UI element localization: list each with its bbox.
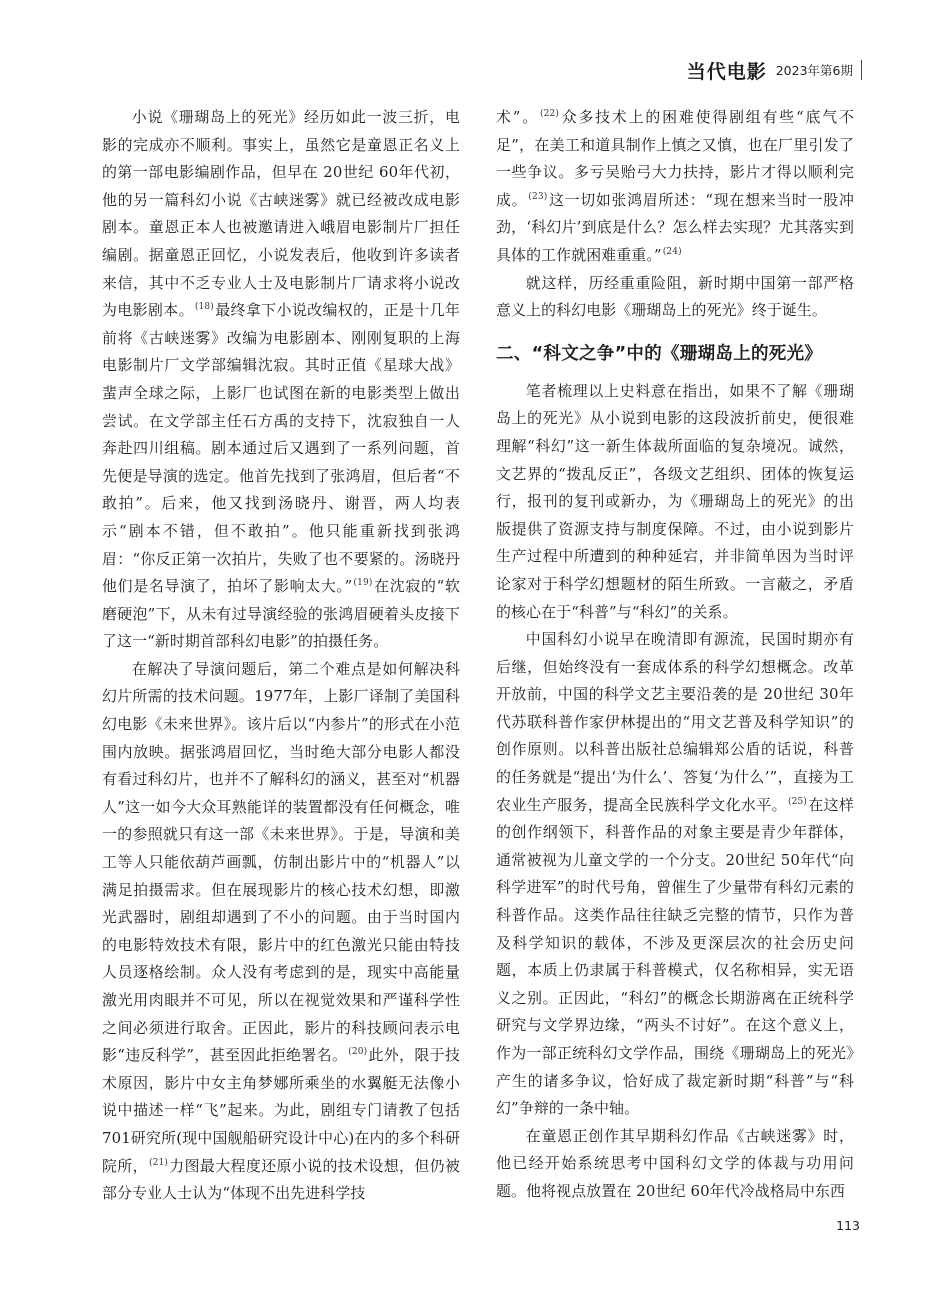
journal-name: 当代电影 — [686, 60, 767, 83]
paragraph: 在童恩正创作其早期科幻作品《古峡迷雾》时，他已经开始系统思考中国科幻文学的体裁与功用问题。他将视点放置在 20世纪 60年代冷战格局中东西 — [496, 1126, 854, 1200]
issue-label: 2023年第6期 — [775, 63, 853, 78]
right-column — [496, 104, 854, 1206]
section-heading: 二、“科文之争”中的《珊瑚岛上的死光》 — [496, 343, 823, 364]
paragraph-text: 最终拿下小说改编权的，正是十几年前将《古峡迷雾》改编为电影剧本、刚刚复职的上海电影制片厂文学部编辑沈寂。其时正值《星球大战》蜚声全球之际，上影厂也试图在新的电影类型上做出尝试。在文学部主任石方禹的支持下，沈寂独自一人奔赴四川组稿。剧本通过后又遇到了一系列问题，首先便是导演的选定。他首先找到了张鸿眉，但后者“不敢拍”。后来，他又找到汤晓丹、谢晋，两人均表示“剧本不错，但不敢拍”。他只能重新找到张鸿眉：“你反正第一次拍片，失败了也不要紧的。汤晓丹他们是名导演了，拍坏了影响太大。” — [102, 301, 460, 596]
citation-marker: (19) — [353, 578, 373, 589]
paragraph-text: 在解决了导演问题后，第二个难点是如何解决科幻片所需的技术问题。1977年，上影厂译制了美国科幻电影《未来世界》。该片后以“内参片”的形式在小范围内放映。据张鸿眉回忆，当时绝大部分电影人都没有看过科幻片，也并不了解科幻的涵义，甚至对“机器人”这一如今大众耳熟能详的装置都没有任何概念，唯一的参照就只有这一部《未来世界》。于是，导演和美工等人只能依葫芦画瓢，仿制出影片中的“机器人”以满足拍摄需求。但在展现影片的核心技术幻想，即激光武器时，剧组却遇到了不小的问题。由于当时国内的电影特效技术有限，影片中的红色激光只能由特技人员逐格绘制。众人没有考虑到的是，现实中高能量激光用肉眼并不可见，所以在视觉效果和严谨科学性之间必须进行取舍。正因此，影片的科技顾问表示电影“违反科学”，甚至因此拒绝署名。 — [102, 659, 460, 1065]
citation-marker: (23) — [528, 191, 548, 202]
paragraph-text: 中国科幻小说早在晚清即有源流，民国时期亦有后继，但始终没有一套成体系的科学幻想概念。改革开放前，中国的科学文艺主要沿袭的是 20世纪 30年代苏联科普作家伊林提出的“用文艺普及科学知识”的创作原则。以科普出版社总编辑郑公盾的话说，科普的任务就是“提出‘为什么’、答复‘为什么’”，直接为工农业生产服务，提高全民族科学文化水平。 — [496, 630, 854, 814]
header-divider — [861, 60, 862, 80]
paragraph — [496, 104, 854, 270]
paragraph — [496, 626, 854, 1123]
paragraph — [102, 656, 460, 1208]
paragraph-text: 术”。 — [496, 108, 539, 126]
paragraph-text: 此外，限于技术原因，影片中女主角梦娜所乘坐的水翼艇无法像小说中描述一样“飞”起来。为此，剧组专门请教了包括 701研究所(现中国舰船研究设计中心)在内的多个科研院所， — [102, 1046, 460, 1175]
citation-marker: (18) — [194, 302, 214, 313]
paragraph: 就这样，历经重重险阻，新时期中国第一部严格意义上的科幻电影《珊瑚岛上的死光》终于诞生。 — [496, 273, 854, 320]
citation-marker: (22) — [539, 109, 560, 120]
running-header — [687, 58, 862, 82]
paragraph-text: 小说《珊瑚岛上的死光》经历如此一波三折，电影的完成亦不顺利。事实上，虽然它是童恩正名义上的第一部电影编剧作品，但早在 20世纪 60年代初，他的另一篇科幻小说《古峡迷雾》就已经被改成电影剧本。童恩正本人也被邀请进入峨眉电影制片厂担任编剧。据童恩正回忆，小说发表后，他收到许多读者来信，其中不乏专业人士及电影制片厂请求将小说改为电影剧本。 — [102, 108, 460, 320]
paragraph-text: 在沈寂的“软磨硬泡”下，从未有过导演经验的张鸿眉硬着头皮接下了这一“新时期首部科幻电影”的拍摄任务。 — [102, 577, 461, 651]
paragraph-text: 在这样的创作纲领下，科普作品的对象主要是青少年群体，通常被视为儿童文学的一个分支。20世纪 50年代“向科学进军”的时代号角，曾催生了少量带有科幻元素的科普作品。这类作品往往缺乏完整的情节，只作为普及科学知识的载体，不涉及更深层次的社会历史问题，本质上仍隶属于科普模式，仅名称相异，实无语义之别。正因此，“科幻”的概念长期游离在正统科学研究与文学界边缘，“两头不讨好”。在这个意义上，作为一部正统科幻文学作品，围绕《珊瑚岛上的死光》产生的诸多争议，恰好成了裁定新时期“科普”与“科幻”争辩的一条中轴。 — [496, 795, 854, 1118]
paragraph-text: 这一切如张鸿眉所述：“现在想来当时一股冲劲，‘科幻片’到底是什么？怎么样去实现？尤其落实到具体的工作就困难重重。” — [496, 190, 854, 264]
citation-marker: (24) — [662, 247, 682, 257]
paragraph-text: 众多技术上的困难使得剧组有些“底气不足”，在美工和道具制作上慎之又慎，也在厂里引发了一些争议。多亏吴贻弓大力扶持，影片才得以顺利完成。 — [496, 108, 854, 209]
left-column — [102, 104, 460, 1208]
citation-marker: (21) — [148, 1157, 169, 1168]
page-number: 113 — [836, 1218, 860, 1233]
paragraph: 笔者梳理以上史料意在指出，如果不了解《珊瑚岛上的死光》从小说到电影的这段波折前史，便很难理解“科幻”这一新生体裁所面临的复杂境况。诚然，文艺界的“拨乱反正”，各级文艺组织、团体的恢复运行，报刊的复刊或新办，为《珊瑚岛上的死光》的出版提供了资源支持与制度保障。不过，由小说到影片生产过程中所遭到的种种延宕，并非简单因为当时评论家对于科学幻想题材的陌生所致。一言蔽之，矛盾的核心在于“科普”与“科幻”的关系。 — [496, 381, 854, 621]
paragraph-text: 力图最大程度还原小说的技术设想，但仍被部分专业人士认为“体现不出先进科学技 — [102, 1156, 460, 1203]
paragraph — [102, 104, 460, 656]
citation-marker: (20) — [348, 1047, 368, 1058]
citation-marker: (25) — [787, 796, 808, 807]
